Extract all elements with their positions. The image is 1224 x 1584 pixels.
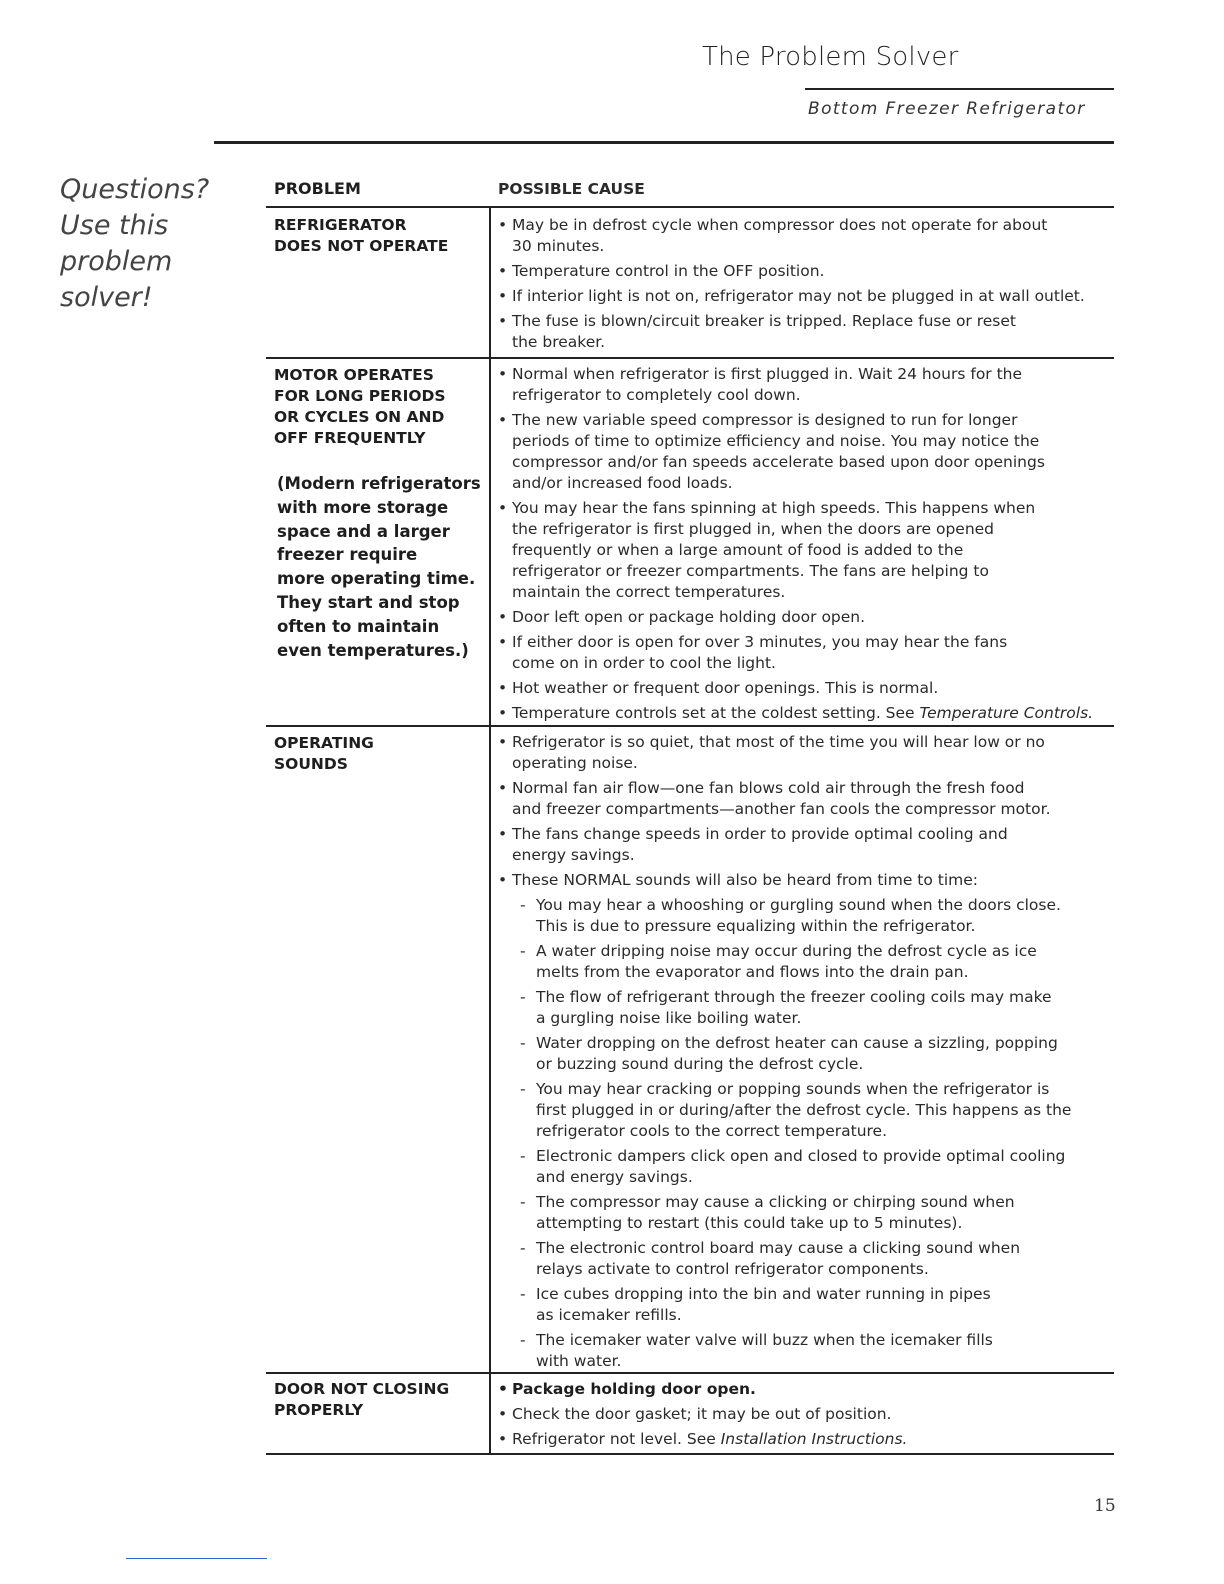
sound-line: - A water dripping noise may occur during the defrost cycle as ice [536,942,1037,960]
note-line: more operating time. [277,569,476,589]
page-title: The Problem Solver [702,42,959,72]
cause-line: compressor and/or fan speeds accelerate based upon door openings [512,453,1045,471]
sound-line: melts from the evaporator and flows into the drain pan. [536,963,969,981]
cause-line: • You may hear the fans spinning at high speeds. This happens when [512,499,1036,517]
problem-line: DOOR NOT CLOSING [274,1380,450,1398]
sound-item [498,987,1110,1029]
sidebar-line: Questions? [60,174,210,205]
sound-line: - The compressor may cause a clicking or chirping sound when [536,1193,1015,1211]
sound-line: - You may hear cracking or popping sounds when the refrigerator is [536,1080,1050,1098]
cause-item [498,632,1110,674]
problem-line: REFRIGERATOR [274,216,407,234]
sound-item [498,1146,1110,1188]
sound-line: refrigerator cools to the correct temperature. [536,1122,888,1140]
cause-item [498,215,1110,257]
cause-line: energy savings. [512,846,635,864]
sound-item [498,1079,1110,1142]
page-number: 15 [1094,1496,1116,1516]
cause-text: Refrigerator not level. See [512,1430,721,1448]
sound-item [498,1192,1110,1234]
problem-label [274,215,479,257]
sidebar-line: solver! [60,282,153,313]
cross-reference: Installation Instructions. [720,1430,908,1448]
problem-line: OPERATING [274,734,374,752]
sound-line: attempting to restart (this could take up to 5 minutes). [536,1214,963,1232]
page-subtitle: Bottom Freezer Refrigerator [808,99,1086,119]
cause-item [498,364,1110,406]
sidebar-line: problem [60,246,173,277]
cause-item [498,732,1110,774]
note-line: (Modern refrigerators [277,474,481,493]
cause-list [498,732,1110,1376]
cause-item [498,678,1110,699]
cause-item [498,607,1110,628]
sound-line: first plugged in or during/after the defrost cycle. This happens as the [536,1101,1072,1119]
cause-list [498,1379,1110,1454]
cause-line: • May be in defrost cycle when compressor does not operate for about [512,216,1048,234]
sound-line: - The icemaker water valve will buzz when the icemaker fills [536,1331,993,1349]
sound-line: - The flow of refrigerant through the freezer cooling coils may make [536,988,1052,1006]
sound-item [498,895,1110,937]
sound-line: or buzzing sound during the defrost cycle. [536,1055,864,1073]
cause-list [498,215,1110,357]
problem-line: SOUNDS [274,755,348,773]
problem-line: FOR LONG PERIODS [274,387,446,405]
note-line: with more storage [277,497,449,517]
cause-line: • Refrigerator is so quiet, that most of the time you will hear low or no [512,733,1045,751]
problem-line: MOTOR OPERATES [274,366,434,384]
cause-line: • Check the door gasket; it may be out of position. [512,1405,892,1423]
cause-line: the refrigerator is first plugged in, when the doors are opened [512,520,995,538]
cause-item [498,1429,1110,1450]
cause-item [498,870,1110,891]
note-line: They start and stop [277,592,460,612]
cross-reference: Temperature Controls. [919,704,1094,722]
column-divider [489,207,491,1455]
column-header-cause: POSSIBLE CAUSE [498,180,645,198]
cause-item [498,1404,1110,1425]
table-header-rule [266,206,1114,208]
cause-line: • The fuse is blown/circuit breaker is tripped. Replace fuse or reset [512,312,1016,330]
cause-line: • Normal fan air flow—one fan blows cold air through the fresh food [512,779,1025,797]
sound-item [498,941,1110,983]
problem-line: PROPERLY [274,1401,364,1419]
sound-line: as icemaker refills. [536,1306,682,1324]
cause-line: frequently or when a large amount of food is added to the [512,541,964,559]
sound-item [498,1284,1110,1326]
cause-item [498,286,1110,307]
note-line: often to maintain [277,616,440,636]
sound-line: relays activate to control refrigerator components. [536,1260,929,1278]
cause-item [498,703,1110,724]
sound-line: with water. [536,1352,622,1370]
section-rule [214,141,1114,144]
cause-text: Temperature controls set at the coldest setting. See [512,704,920,722]
cause-item [498,1379,1110,1400]
problem-line: DOES NOT OPERATE [274,237,449,255]
header-rule [805,88,1114,90]
cause-line: 30 minutes. [512,237,605,255]
problem-label [274,733,479,775]
problem-line: OFF FREQUENTLY [274,429,426,447]
sound-line: a gurgling noise like boiling water. [536,1009,802,1027]
sound-line: This is due to pressure equalizing within the refrigerator. [536,917,976,935]
cause-line: • If either door is open for over 3 minutes, you may hear the fans [512,633,1008,651]
cause-item [498,824,1110,866]
problem-label [274,365,479,449]
sound-line: - Water dropping on the defrost heater can cause a sizzling, popping [536,1034,1058,1052]
cause-item [498,410,1110,494]
cause-line: refrigerator or freezer compartments. The fans are helping to [512,562,989,580]
note-line: freezer require [277,545,418,565]
cause-item [498,311,1110,353]
cause-line: • Temperature control in the OFF position. [512,262,825,280]
sound-item [498,1033,1110,1075]
sound-item [498,1330,1110,1372]
cause-line: the breaker. [512,333,606,351]
cause-item [498,778,1110,820]
cause-line: periods of time to optimize efficiency and noise. You may notice the [512,432,1040,450]
cause-line: operating noise. [512,754,638,772]
cause-line: • These NORMAL sounds will also be heard from time to time: [512,871,979,889]
cause-line: • Door left open or package holding door open. [512,608,866,626]
sound-line: - Electronic dampers click open and closed to provide optimal cooling [536,1147,1066,1165]
problem-label [274,1379,479,1421]
sound-line: - You may hear a whooshing or gurgling sound when the doors close. [536,896,1061,914]
cause-line: refrigerator to completely cool down. [512,386,801,404]
note-line: space and a larger [277,521,450,541]
cause-line: • Normal when refrigerator is first plugged in. Wait 24 hours for the [512,365,1023,383]
sound-line: - Ice cubes dropping into the bin and water running in pipes [536,1285,991,1303]
cause-line: come on in order to cool the light. [512,654,776,672]
footer-mark [126,1558,267,1559]
sound-line: and energy savings. [536,1168,693,1186]
cause-line: maintain the correct temperatures. [512,583,786,601]
sidebar-question [60,172,230,316]
problem-line: OR CYCLES ON AND [274,408,445,426]
cause-line: and freezer compartments—another fan cools the compressor motor. [512,800,1051,818]
sound-line: - The electronic control board may cause a clicking sound when [536,1239,1021,1257]
cause-line: • The new variable speed compressor is designed to run for longer [512,411,1018,429]
cause-line: • If interior light is not on, refrigerator may not be plugged in at wall outlet. [512,287,1085,305]
cause-line: and/or increased food loads. [512,474,733,492]
cause-line: • Hot weather or frequent door openings. This is normal. [512,679,939,697]
sidebar-line: Use this [60,210,169,241]
cause-line [512,703,1110,724]
row-divider [266,357,1114,359]
cause-line: • The fans change speeds in order to provide optimal cooling and [512,825,1008,843]
cause-item [498,498,1110,603]
cause-line: • Package holding door open. [512,1380,756,1398]
problem-note [277,472,482,662]
note-line: even temperatures.) [277,640,469,660]
cause-line [512,1429,1110,1450]
sound-item [498,1238,1110,1280]
column-header-problem: PROBLEM [274,179,361,198]
cause-item [498,261,1110,282]
cause-list [498,364,1110,728]
